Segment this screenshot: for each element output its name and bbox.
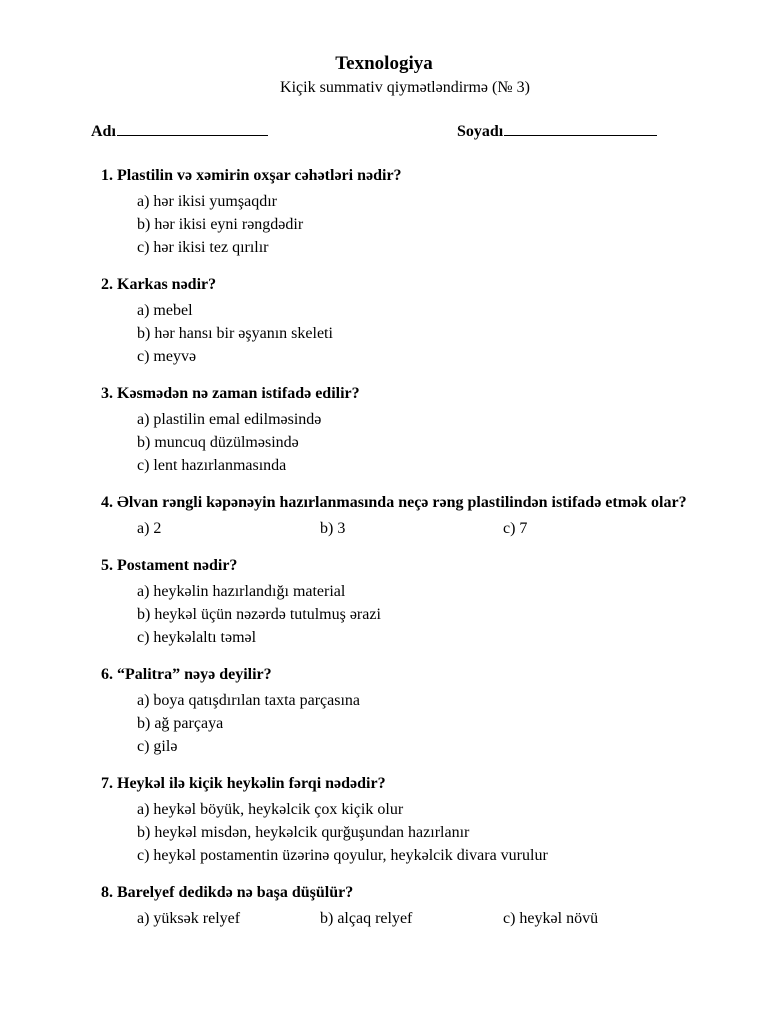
answer-option[interactable]: c) 7 xyxy=(503,520,528,537)
question-text: 6. “Palitra” nəyə deyilir? xyxy=(101,666,272,683)
answer-option[interactable]: b) alçaq relyef xyxy=(320,910,413,927)
answer-option[interactable]: b) muncuq düzülməsində xyxy=(137,434,299,451)
answer-option[interactable]: c) heykəlaltı təməl xyxy=(137,629,257,646)
question-5 xyxy=(101,554,741,649)
answer-option[interactable]: c) heykəl postamentin üzərinə qoyulur, heykəlcik divara vurulur xyxy=(137,847,548,864)
name-label: Adı xyxy=(91,123,116,140)
answer-options xyxy=(137,580,741,649)
question-text: 1. Plastilin və xəmirin oxşar cəhətləri nədir? xyxy=(101,167,402,184)
question-text: 3. Kəsmədən nə zaman istifadə edilir? xyxy=(101,385,360,402)
answer-option[interactable]: a) hər ikisi yumşaqdır xyxy=(137,193,277,210)
question-3 xyxy=(101,382,741,477)
answer-option[interactable]: a) heykəlin hazırlandığı material xyxy=(137,583,346,600)
question-text: 2. Karkas nədir? xyxy=(101,276,217,293)
answer-option[interactable]: b) hər ikisi eyni rəngdədir xyxy=(137,216,304,233)
question-2 xyxy=(101,273,741,368)
answer-option[interactable]: a) yüksək relyef xyxy=(137,910,241,927)
question-4 xyxy=(101,491,741,540)
answer-option[interactable]: a) boya qatışdırılan taxta parçasına xyxy=(137,692,361,709)
answer-option[interactable]: c) heykəl növü xyxy=(503,910,599,927)
answer-option[interactable]: c) meyvə xyxy=(137,348,197,365)
answer-options xyxy=(137,299,741,368)
answer-option[interactable]: a) heykəl böyük, heykəlcik çox kiçik olur xyxy=(137,801,404,818)
answer-options xyxy=(137,907,741,930)
question-8 xyxy=(101,881,741,930)
question-text: 4. Əlvan rəngli kəpənəyin hazırlanmasında neçə rəng plastilindən istifadə etmək olar? xyxy=(101,494,687,511)
answer-option[interactable]: c) gilə xyxy=(137,738,178,755)
answer-options xyxy=(137,689,741,758)
surname-field xyxy=(457,120,657,143)
answer-option[interactable]: a) plastilin emal edilməsində xyxy=(137,411,322,428)
name-blank-line[interactable] xyxy=(117,120,268,136)
question-list xyxy=(101,164,741,930)
question-text: 5. Postament nədir? xyxy=(101,557,238,574)
question-text: 8. Barelyef dedikdə nə başa düşülür? xyxy=(101,884,354,901)
page-subtitle: Kiçik summativ qiymətləndirmə (№ 3) xyxy=(280,79,530,96)
answer-options xyxy=(137,798,741,867)
answer-option[interactable]: b) hər hansı bir əşyanın skeleti xyxy=(137,325,333,342)
page-title: Texnologiya xyxy=(335,53,433,74)
answer-option[interactable]: a) 2 xyxy=(137,520,162,537)
question-7 xyxy=(101,772,741,867)
answer-option[interactable]: b) heykəl üçün nəzərdə tutulmuş ərazi xyxy=(137,606,381,623)
surname-label: Soyadı xyxy=(457,123,504,140)
question-text: 7. Heykəl ilə kiçik heykəlin fərqi nədədir? xyxy=(101,775,386,792)
name-field xyxy=(91,120,268,143)
answer-options xyxy=(137,190,741,259)
answer-option[interactable]: b) heykəl misdən, heykəlcik qurğuşundan hazırlanır xyxy=(137,824,470,841)
answer-option[interactable]: c) hər ikisi tez qırılır xyxy=(137,239,269,256)
answer-options xyxy=(137,517,741,540)
answer-option[interactable]: a) mebel xyxy=(137,302,193,319)
surname-blank-line[interactable] xyxy=(504,120,657,136)
question-1 xyxy=(101,164,741,259)
answer-option[interactable]: b) ağ parçaya xyxy=(137,715,224,732)
answer-option[interactable]: c) lent hazırlanmasında xyxy=(137,457,287,474)
question-6 xyxy=(101,663,741,758)
answer-option[interactable]: b) 3 xyxy=(320,520,346,537)
answer-options xyxy=(137,408,741,477)
